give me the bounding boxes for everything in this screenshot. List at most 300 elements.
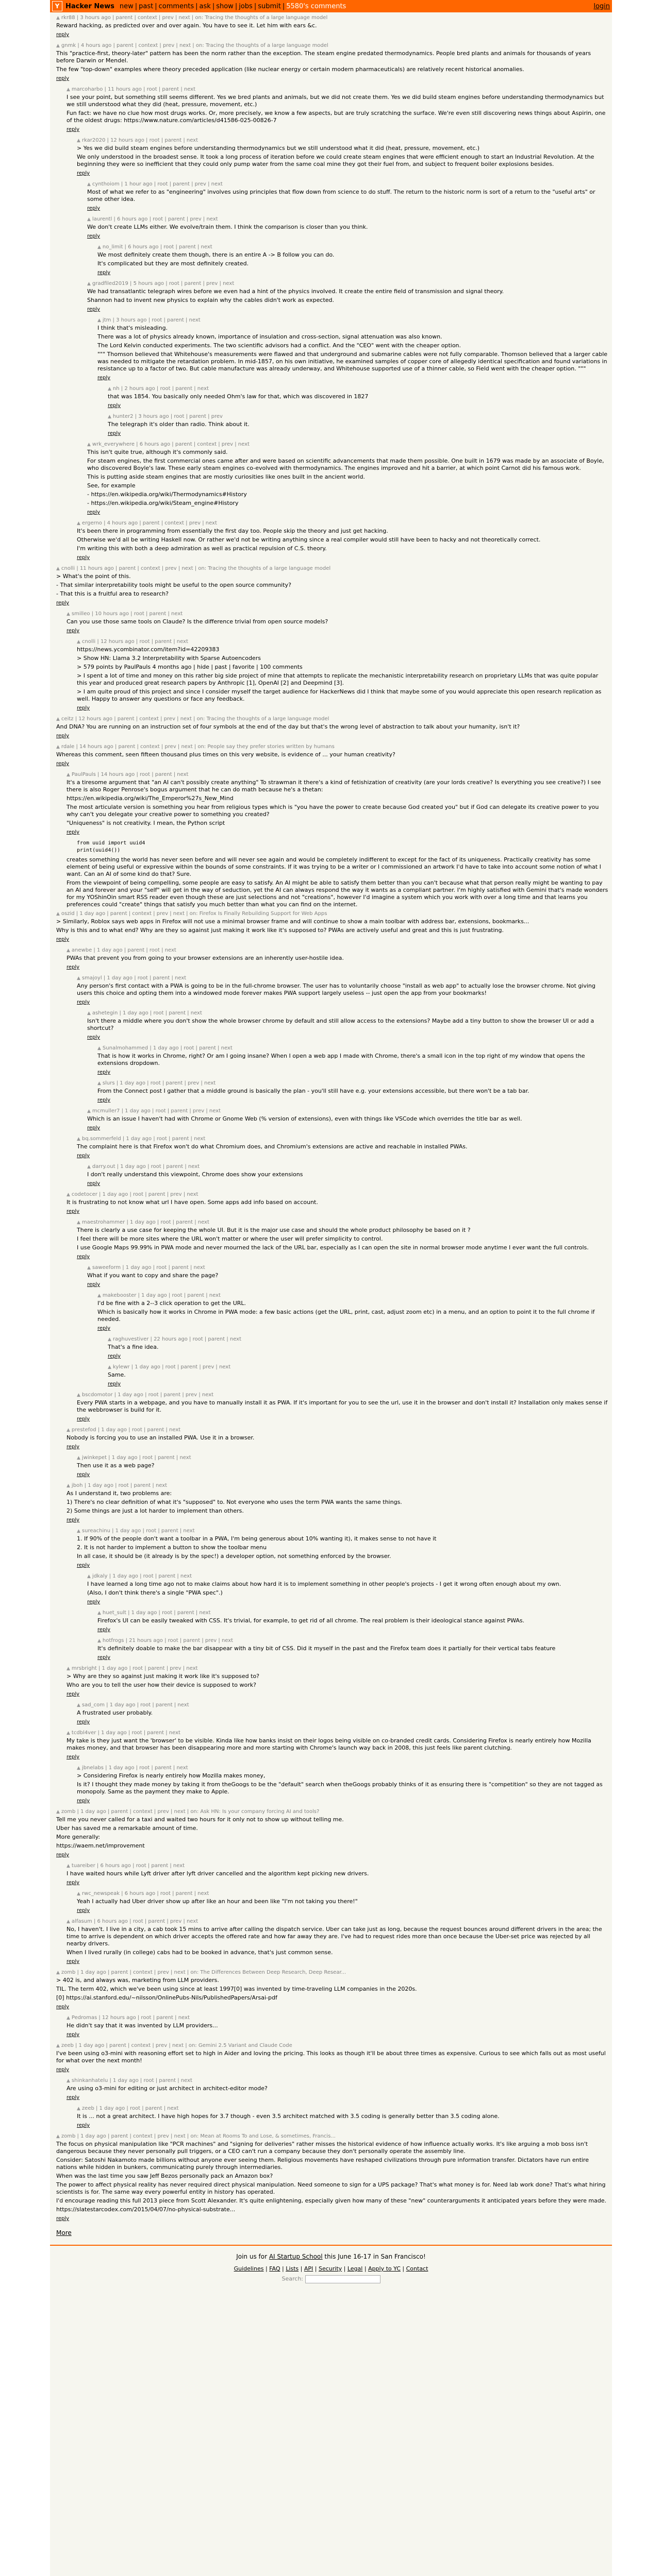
upvote-arrow-icon[interactable]: ▲ [67,1428,70,1433]
reply-link[interactable]: reply [67,2032,80,2038]
upvote-arrow-icon[interactable]: ▲ [97,1638,101,1643]
comment-body [77,1143,609,1150]
comment-head [97,1637,609,1645]
reply-link[interactable]: reply [67,127,80,132]
upvote-arrow-icon[interactable]: ▲ [97,1293,101,1298]
yc-logo-icon[interactable]: Y [52,1,62,11]
reply-link[interactable]: reply [77,1563,90,1568]
comment-meta[interactable]: ergerno | 4 hours ago | parent | context | prev | next [81,520,217,526]
comment-paragraph: creates something the world has never seen before and will never see again and would be completely indifferent to except for the fact of its uniqueness. Practically creativity has some element of being useful or expressive within the bounds of some constraints. If it was trying to be a writer or I commissioned an artwork I'd have to take into account some notion of what I want. Can an AI of some kind do that? Sure. [67,856,601,877]
comment-paragraph: Nobody is forcing you to use an installed PWA. Use it in a browser. [67,1434,255,1441]
comment-paragraph: Reward hacking, as predicted over and over again. You have to see it. Let him with ears &c. [56,22,317,29]
reply-link[interactable]: reply [87,307,101,312]
reply-link[interactable]: reply [56,76,70,81]
comment-paragraph: I'd be fine with a 2--3 click operation to get the URL. [97,1300,246,1307]
comment-head [56,2042,609,2049]
comment-paragraph: Which is an issue I haven't had with Chrome or Gnome Web (% version of extensions), even with things like VSCode which overrides the title bar as well. [87,1115,522,1122]
reply-link[interactable]: reply [87,233,101,239]
comment-paragraph: For steam engines, the first commercial ones came after and were based on scientific advancements that made them possible. One built in 1679 was made by an associate of Boyle, who discovered Boyle's law. These early steam engines co-evolved with thermodynamics. The engines improved and hit a barrier, at which point Carnot did his famous work. [87,457,604,471]
reply-link[interactable]: reply [97,1326,111,1331]
comment [50,1163,609,1189]
comment-meta[interactable]: tuareiber | 6 hours ago | root | parent | next [71,1863,185,1869]
reply-link[interactable]: reply [67,1880,80,1886]
comment-meta[interactable]: jwinkepet | 1 day ago | root | parent | next [81,1455,191,1461]
comment-body [56,1816,609,1850]
comment-meta[interactable]: zeeb | 1 day ago | parent | context | prev | next | on: Gemini 2.5 Variant and Claude Code [61,2043,292,2048]
upvote-arrow-icon[interactable]: ▲ [87,1574,91,1579]
comment-meta[interactable]: jbnelabs | 1 day ago | root | parent | next [81,1765,188,1771]
comment [50,14,609,40]
comment-paragraph: The complaint here is that Firefox won't do what Chromium does, and Chromium's extensions are active and reachable in installed PWAs. [77,1143,468,1150]
comment-meta[interactable]: gnmk | 4 hours ago | parent | context | prev | next | on: Tracing the thoughts of a large language model [61,43,328,48]
upvote-arrow-icon[interactable]: ▲ [108,414,111,419]
comment-paragraph: The telegraph it's older than radio. Think about it. [108,421,250,428]
comment-body [67,2085,609,2092]
footer-apply[interactable]: Apply to YC [368,2265,401,2272]
comment-paragraph: https://waem.net/improvement [56,1842,145,1849]
comment-meta[interactable]: tcdbl4ver | 1 day ago | root | parent | next [71,1730,180,1736]
nav-current-user-comments[interactable]: 5580's comments [286,2,346,10]
upvote-arrow-icon[interactable]: ▲ [97,1046,101,1051]
reply-link[interactable]: reply [56,2067,70,2073]
comment-meta[interactable]: bq.sommerfeld | 1 day ago | root | parent | next [81,1136,206,1142]
footer-lists[interactable]: Lists [286,2265,299,2272]
comment-body [67,2022,609,2029]
comment-paragraph: The power to affect physical reality has never required direct physical manipulation. Need someone to sign for a UPS package? That's what money is for. Need lab work done? That's what hiring scientists is for. The same way every powerful entity in history has operated. [56,2181,606,2195]
comment-head [87,1163,609,1171]
comment-paragraph: 2. It is not harder to implement a button to show the toolbar menu [77,1544,267,1551]
comment-meta[interactable]: sad_com | 1 day ago | root | parent | next [81,1702,189,1708]
comment-meta[interactable]: PaulPauls | 14 hours ago | root | parent | next [71,772,189,777]
comment-meta[interactable]: darry.out | 1 day ago | root | parent | next [92,1164,200,1170]
comment-paragraph: Shannon had to invent new physics to explain why the cables didn't work as expected. [87,297,335,303]
comment-paragraph: We don't create LLMs either. We evolve/train them. I think the comparison is closer than you think. [87,224,368,230]
comment-meta[interactable]: cnolli | 11 hours ago | parent | context | prev | next | on: Tracing the thoughts of a large language model [61,566,331,571]
reply-link[interactable]: reply [77,1908,90,1913]
reply-link[interactable]: reply [56,600,70,606]
comment-head [87,1264,609,1272]
nav-jobs[interactable]: jobs [239,2,253,10]
reply-link[interactable]: reply [67,1444,80,1450]
upvote-arrow-icon[interactable]: ▲ [97,245,101,250]
comment-body [56,751,609,758]
comment-body [108,1344,609,1351]
footer-contact[interactable]: Contact [406,2265,428,2272]
reply-link[interactable]: reply [87,1599,101,1605]
upvote-arrow-icon[interactable]: ▲ [67,1666,70,1671]
comment-head [108,413,609,420]
comment-paragraph: Every PWA starts in a webpage, and you have to manually install it as PWA. If it's important for you to see the url, use it in the browser and don't install it? Installation only makes sense if the webbrowser is build for it. [77,1399,608,1413]
comment-paragraph: When I lived rurally (in college) cabs had to be booked in advance, that's just common sense. [67,1949,333,1956]
upvote-arrow-icon[interactable]: ▲ [77,639,80,645]
comment-paragraph: I don't really understand this viewpoint, Chrome does show your extensions [87,1171,303,1178]
upvote-arrow-icon[interactable]: ▲ [97,318,101,323]
upvote-arrow-icon[interactable]: ▲ [87,1265,91,1270]
upvote-arrow-icon[interactable]: ▲ [97,1081,101,1086]
nav-links: new | past | comments | ask | show | jobs | submit | 5580's comments [119,2,346,10]
reply-link[interactable]: reply [87,510,101,515]
reply-link[interactable]: reply [77,705,90,711]
comment-meta[interactable]: nh | 2 hours ago | root | parent | next [112,386,209,392]
reply-link[interactable]: reply [56,733,70,739]
upvote-arrow-icon[interactable]: ▲ [87,442,91,447]
comment-paragraph: (Also, I don't think there's a single "PWA spec".) [87,1589,223,1596]
comment-meta[interactable]: ceitz | 12 hours ago | parent | context | prev | next | on: Tracing the thoughts of a large language model [61,716,329,722]
footer-api[interactable]: API [304,2265,313,2272]
upvote-arrow-icon[interactable]: ▲ [67,1863,70,1869]
comment-meta[interactable]: no_limit | 6 hours ago | root | parent | next [102,244,212,250]
comment-paragraph: This isn't quite true, although it's commonly said. [87,449,228,455]
comment-paragraph: https://slatestarcodex.com/2015/04/07/no-physical-substrate... [56,2206,236,2213]
comment [50,1808,609,1860]
comment-meta[interactable]: rkr88 | 3 hours ago | parent | context | prev | next | on: Tracing the thoughts of a large language model [61,15,328,21]
comment-meta[interactable]: rdale | 14 hours ago | parent | context | prev | next | on: People say they prefer stories written by humans [61,744,335,750]
comment-meta[interactable]: jboh | 1 day ago | root | parent | next [71,1483,168,1488]
nav-new[interactable]: new [119,2,134,10]
comment-meta[interactable]: smajoyl | 1 day ago | root | parent | next [81,975,187,981]
reply-link[interactable]: reply [77,1416,90,1422]
comment-meta[interactable]: cynthoiom | 1 hour ago | root | parent | prev | next [92,181,223,187]
reply-link[interactable]: reply [97,1070,111,1075]
comment-meta[interactable]: ashetegin | 1 day ago | root | parent | next [92,1010,202,1016]
comment-paragraph: I've been using o3-mini with reasoning effort set to high in Aider and loving the pricing. This looks as though it'll be about three times as expensive. Curious to see which falls out as most useful for what over the next month! [56,2050,606,2064]
comment-paragraph: It's a tiresome argument that "an AI can't possibly create anything" To strawman it there's a kind of fetishization of creativity (are your lords creative? Is everything you see creative?) I see there is also Roger Penrose's bogus argument that he can do math because he's a thetan: [67,779,601,793]
comment-meta[interactable]: zomb | 1 day ago | parent | context | prev | next | on: The Differences Between Deep Research, Deep Resear... [61,1970,346,1975]
comment [50,947,609,973]
upvote-arrow-icon[interactable]: ▲ [56,911,60,917]
comment-head [77,2105,609,2112]
promo-link[interactable]: AI Startup School [269,2253,323,2260]
site-title[interactable]: Hacker News [65,2,114,10]
reply-link[interactable]: reply [56,761,70,767]
comment-meta[interactable]: rwc_newspeak | 6 hours ago | root | parent | next [81,1891,209,1896]
top-bar [50,0,612,12]
upvote-arrow-icon[interactable]: ▲ [108,1337,111,1342]
upvote-arrow-icon[interactable]: ▲ [77,976,80,981]
promo-prefix: Join us for [236,2253,269,2260]
upvote-arrow-icon[interactable]: ▲ [77,1455,80,1461]
upvote-arrow-icon[interactable]: ▲ [87,217,91,222]
reply-link[interactable]: reply [97,270,111,276]
comment-meta[interactable]: hunter2 | 3 hours ago | root | parent | prev [112,414,223,419]
upvote-arrow-icon[interactable]: ▲ [77,138,80,143]
comment [50,385,609,411]
more-link-container [50,2226,612,2240]
upvote-arrow-icon[interactable]: ▲ [77,1891,80,1896]
reply-link[interactable]: reply [87,1181,101,1187]
comment-paragraph: https://en.wikipedia.org/wiki/The_Emperor%27s_New_Mind [67,795,234,802]
comment-head [56,1808,609,1816]
comment-body [67,840,609,854]
upvote-arrow-icon[interactable]: ▲ [56,566,60,571]
comment-paragraph: Consider: Satoshi Nakamoto made billions without anyone ever seeing them. Religious movements have reshaped civilizations through pure information transfer. Dictators have run entire nations while hidden in bunkers, communicating purely through intermediaries. [56,2157,589,2171]
comment-meta[interactable]: smilleo | 10 hours ago | root | parent | next [71,611,183,617]
reply-link[interactable]: reply [67,1959,80,1964]
comment [50,181,609,214]
comment [50,42,609,84]
reply-link[interactable]: reply [77,555,90,561]
reply-link[interactable]: reply [67,829,80,835]
reply-link[interactable]: reply [67,628,80,634]
upvote-arrow-icon[interactable]: ▲ [67,1483,70,1488]
more-link[interactable]: More [56,2229,72,2236]
comment-meta[interactable]: laurentl | 6 hours ago | root | parent | prev | next [92,216,218,222]
reply-link[interactable]: reply [56,2004,70,2010]
comment-meta[interactable]: alfasum | 6 hours ago | root | parent | prev | next [71,1919,198,1924]
comment-meta[interactable]: shinkanhatelu | 1 day ago | root | parent | next [71,2078,192,2083]
reply-link[interactable]: reply [77,1798,90,1804]
reply-link[interactable]: reply [67,1754,80,1760]
comment-meta[interactable]: saweeform | 1 day ago | root | parent | next [92,1265,205,1270]
comment-paragraph: > Considering Firefox is nearly entirely how Mozilla makes money, [77,1772,266,1779]
comment-paragraph: > Show HN: Llama 3.2 Interpretability with Sparse Autoencoders [77,655,261,662]
upvote-arrow-icon[interactable]: ▲ [56,1809,60,1815]
comment [50,280,609,315]
reply-link[interactable]: reply [97,375,111,381]
comment-paragraph: A frustrated user probably. [77,1709,153,1716]
comment-head [77,975,609,982]
comment-paragraph: That is how it works in Chrome, right? Or am I going insane? When I open a web app I made with Chrome, there's a small icon in the top right of my window that opens the extensions dropdown. [97,1053,585,1066]
upvote-arrow-icon[interactable]: ▲ [108,1365,111,1370]
reply-link[interactable]: reply [87,1035,101,1040]
comment-meta[interactable]: wrk_everywhere | 6 hours ago | parent | context | prev | next [92,442,250,447]
comment-paragraph: No, I haven't. I live in a city, a cab took 15 mins to arrive after calling the dispatch service. Uber can take just as long, because the request bounces around different drivers in the area; the time to arrive is dependent on which driver accepts the offered rate and how far away they are. I've had to request rides more than once because the Uber-set price was rejected by all nearby drivers. [67,1926,602,1947]
upvote-arrow-icon[interactable]: ▲ [67,2015,70,2021]
reply-link[interactable]: reply [77,999,90,1005]
upvote-arrow-icon[interactable]: ▲ [67,948,70,953]
reply-link[interactable]: reply [56,1852,70,1858]
reply-link[interactable]: reply [77,1719,90,1725]
comment-head [56,910,609,918]
upvote-arrow-icon[interactable]: ▲ [87,1109,91,1114]
comment-paragraph: We most definitely create them though, there is an entire A -> B follow you can do. [97,251,335,258]
upvote-arrow-icon[interactable]: ▲ [67,2078,70,2083]
reply-link[interactable]: reply [77,2123,90,2128]
footer-legal[interactable]: Legal [347,2265,363,2272]
comment-paragraph: Can you use those same tools on Claude? Is the difference trivial from open source models? [67,618,328,625]
comment [50,1528,609,1571]
upvote-arrow-icon[interactable]: ▲ [87,1164,91,1170]
upvote-arrow-icon[interactable]: ▲ [77,1393,80,1398]
reply-link[interactable]: reply [108,431,121,436]
comment [50,856,609,908]
comment-paragraph: I see your point, but something still seems different. Yes we bred plants and animals, but we did not create them. Yes we did build steam engines before understanding thermodynamics but we still understood what they did (heat, pressure, movement, etc.) [67,94,604,108]
upvote-arrow-icon[interactable]: ▲ [67,1192,70,1197]
nav-show[interactable]: show [216,2,234,10]
comment-head [97,1292,609,1299]
reply-link[interactable]: reply [108,1381,121,1387]
upvote-arrow-icon[interactable]: ▲ [56,2134,60,2139]
reply-link[interactable]: reply [97,1097,111,1103]
reply-link[interactable]: reply [97,1627,111,1633]
reply-link[interactable]: reply [77,1472,90,1478]
comment-head [67,1427,609,1434]
comment [50,244,609,278]
comment-body [97,1300,609,1323]
upvote-arrow-icon[interactable]: ▲ [56,15,60,21]
upvote-arrow-icon[interactable]: ▲ [108,386,111,392]
upvote-arrow-icon[interactable]: ▲ [87,281,91,286]
reply-link[interactable]: reply [77,1153,90,1159]
reply-link[interactable]: reply [97,1655,111,1660]
comment [50,1730,609,1762]
upvote-arrow-icon[interactable]: ▲ [67,1919,70,1924]
upvote-arrow-icon[interactable]: ▲ [77,1766,80,1771]
comment-head [67,947,609,954]
upvote-arrow-icon[interactable]: ▲ [67,87,70,92]
upvote-arrow-icon[interactable]: ▲ [56,744,60,750]
nav-submit[interactable]: submit [258,2,281,10]
reply-link[interactable]: reply [77,171,90,176]
footer-links: Guidelines | FAQ | Lists | API | Security | Legal | Apply to YC | Contact [234,2265,428,2272]
comment-paragraph: - https://en.wikipedia.org/wiki/Steam_engine#History [87,500,239,506]
reply-link[interactable]: reply [108,1353,121,1359]
comment-paragraph: From the viewpoint of being compelling, some people are easy to satisfy. An AI might be able to satisfy them better than you can't because what that person really might be wanting to pay an AI and forever and your "self" will get in the way of seduction, yet the AI can always respond the way it wants as a compliant partner. I'm highly satisfied with Gemini that's made wonders for my YOShinOin smart RSS reader even though these are just selections and not "creations", however I'd imagine a system which you work with over a long time and that learns you preferences could "create" things that satisfy you much better than what you can find on the internet. [67,879,608,908]
reply-link[interactable]: reply [87,206,101,211]
comment-meta[interactable]: cnolli | 12 hours ago | root | parent | next [81,639,188,645]
comment-paragraph: More generally: [56,1834,101,1840]
reply-link[interactable]: reply [67,1691,80,1697]
comment-paragraph: 2) Some things are just a lot harder to implement than others. [67,1507,244,1514]
reply-link[interactable]: reply [77,1254,90,1260]
comment-meta[interactable]: gradfiled2019 | 5 hours ago | root | parent | prev | next [92,281,235,286]
nav-comments[interactable]: comments [158,2,194,10]
comment-body [87,189,609,203]
comment-meta[interactable]: raghuvestiver | 22 hours ago | root | parent | next [112,1336,242,1342]
reply-link[interactable]: reply [108,403,121,409]
footer-security[interactable]: Security [318,2265,342,2272]
comment-head [56,743,609,751]
comment [50,2133,609,2224]
comment-body [87,1171,609,1178]
comment-paragraph: > Similarly, Roblox says web apps in Firefox will not use a minimal browser frame and will continue to show a main toolbar with address bar, extensions, bookmarks... [56,918,529,925]
comment-meta[interactable]: mcmuller7 | 1 day ago | root | parent | prev | next [92,1108,221,1114]
comment-head [67,1191,609,1198]
upvote-arrow-icon[interactable]: ▲ [67,1731,70,1736]
comment-meta[interactable]: codetocer | 1 day ago | root | parent | prev | next [71,1192,198,1197]
comment-meta[interactable]: Pedromas | 12 hours ago | root | parent | next [71,2015,190,2021]
comment-head [87,216,609,223]
comment-head [77,1765,609,1772]
comment-head [67,2077,609,2084]
comment-meta[interactable]: sureachinu | 1 day ago | root | parent | next [81,1528,195,1534]
comment-head [77,1454,609,1462]
comment-meta[interactable]: rkar2020 | 12 hours ago | root | parent | next [81,138,198,143]
reply-link[interactable]: reply [56,32,70,38]
reply-link[interactable]: reply [56,2216,70,2222]
comment-meta[interactable]: jtm | 3 hours ago | root | parent | next [102,317,201,323]
comment [50,910,609,945]
reply-link[interactable]: reply [87,1282,101,1287]
upvote-arrow-icon[interactable]: ▲ [87,1011,91,1016]
comment [50,771,609,838]
comment-paragraph: He didn't say that it was invented by LLM providers... [67,2022,218,2029]
comment [50,1482,609,1526]
comment-paragraph: Most of what we refer to as "engineering" involves using principles that flow down from science to do stuff. The return to the historic norm is sort of a return to the "useful arts" or some other idea. [87,189,595,202]
comment-paragraph: I'd encourage reading this full 2013 piece from Scott Alexander. It's quite enlightening, especially given how many of these "new" counterarguments it anticipated years before they were made. [56,2197,607,2204]
comment [50,1191,609,1217]
comment-meta[interactable]: huet_sult | 1 day ago | root | parent | next [102,1610,211,1616]
comment-meta[interactable]: makebooster | 1 day ago | root | parent | next [102,1293,221,1298]
comment-body [67,1926,609,1956]
upvote-arrow-icon[interactable]: ▲ [77,1220,80,1225]
comment-meta[interactable]: bscdomotor | 1 day ago | root | parent | prev | next [81,1392,214,1398]
reply-link[interactable]: reply [67,1209,80,1214]
upvote-arrow-icon[interactable]: ▲ [67,772,70,777]
code-block: from uuid import uuid4 print(uuid4()) [77,840,145,853]
comment-meta[interactable]: zomb | 1 day ago | parent | context | prev | next | on: Ask HN: Is your company forcing AI and tools? [61,1809,320,1815]
comment-paragraph: There was a lot of physics already known, importance of insulation and cross-section, signal attenuation was also known. [97,333,442,340]
upvote-arrow-icon[interactable]: ▲ [56,43,60,48]
comment-meta[interactable]: marcoharbo | 11 hours ago | root | parent | next [71,87,196,92]
comment [50,1918,609,1967]
comment-head [87,1108,609,1115]
comment-meta[interactable]: slurs | 1 day ago | root | parent | prev | next [102,1080,216,1086]
comment-body [87,1581,609,1597]
upvote-arrow-icon[interactable]: ▲ [56,1970,60,1975]
comment-head [77,1890,609,1897]
upvote-arrow-icon[interactable]: ▲ [77,2106,80,2111]
comment-meta[interactable]: zomb | 1 day ago | parent | context | prev | next | on: Mean at Rooms To and Lose, & sometimes, Francis... [61,2133,336,2139]
upvote-arrow-icon[interactable]: ▲ [77,1529,80,1534]
reply-link[interactable]: reply [56,937,70,942]
comment-paragraph: > I am quite proud of this project and since I consider myself the target audience for HackerNews did I think that maybe some of you would appreciate this open research replication as well. Happy to answer any questions or face any feedback. [77,688,602,702]
upvote-arrow-icon[interactable]: ▲ [56,717,60,722]
page [50,0,612,2576]
upvote-arrow-icon[interactable]: ▲ [77,521,80,526]
comment-body [56,1977,609,2002]
upvote-arrow-icon[interactable]: ▲ [56,2043,60,2048]
comment-body [77,1898,609,1905]
comment [50,1637,609,1663]
upvote-arrow-icon[interactable]: ▲ [97,1611,101,1616]
comment-meta[interactable]: zeeb | 1 day ago | root | parent | next [81,2106,179,2111]
comment-head [67,86,609,93]
comment-paragraph: Isn't there a middle where you don't show the whole browser chrome by default and still allow access to the extensions? Maybe add a tiny button to show the browser UI or add a shortcut? [87,1018,594,1031]
comment-meta[interactable]: Sunalmohammed | 1 day ago | root | parent | next [102,1045,233,1051]
comment-meta[interactable]: maestrohammer | 1 day ago | root | parent | next [81,1219,209,1225]
comment-body [87,1115,609,1123]
comment-paragraph: The focus on physical manipulation like "PCR machines" and "signing for deliveries" rather misses the historical evidence of how influence actually works. It's like arguing a mob boss isn't dangerous because they never personally pull triggers, or a CEO can't run a company because they don't personally operate the assembly line. [56,2141,588,2155]
footer-guidelines[interactable]: Guidelines [234,2265,264,2272]
upvote-arrow-icon[interactable]: ▲ [77,1137,80,1142]
upvote-arrow-icon[interactable]: ▲ [77,1703,80,1708]
comment-meta[interactable]: prestefod | 1 day ago | root | parent | next [71,1427,181,1433]
comment-meta[interactable]: mrsbright | 1 day ago | root | parent | prev | next [71,1666,198,1671]
comment-meta[interactable]: jdkaly | 1 day ago | root | parent | next [92,1573,192,1579]
comment-head [97,317,609,324]
comment-meta[interactable]: hotfrogs | 21 hours ago | root | parent | prev | next [102,1638,234,1643]
nav-ask[interactable]: ask [199,2,211,10]
search-input[interactable] [305,2275,380,2283]
reply-link[interactable]: reply [67,2095,80,2100]
login-link[interactable]: login [593,2,610,10]
comment-meta[interactable]: anewbe | 1 day ago | parent | root | next [71,947,176,953]
upvote-arrow-icon[interactable]: ▲ [67,612,70,617]
comment-meta[interactable]: kylewr | 1 day ago | root | parent | prev | next [112,1364,231,1370]
upvote-arrow-icon[interactable]: ▲ [87,182,91,187]
reply-link[interactable]: reply [67,964,80,970]
reply-link[interactable]: reply [67,1517,80,1523]
reply-link[interactable]: reply [87,1125,101,1131]
comment-meta[interactable]: oszid | 1 day ago | parent | context | prev | next | on: Firefox Is Finally Rebuilding Support for Web Apps [61,911,327,917]
comment-paragraph: that was 1854. You basically only needed Ohm's law for that, which was discovered in 1827 [108,393,369,400]
footer-faq[interactable]: FAQ [269,2265,280,2272]
comment-paragraph: Which is basically how it works in Chrome in PWA mode: a few basic actions (get the URL, print, cast, adjust zoom etc) in a menu, and an option to point it to the full chrome if needed. [97,1309,595,1323]
comment-paragraph: Is it? I thought they made money by taking it from theGoogs to be the "default" search when theGoogs probably thinks of it as ensuring there is "competition" so they are not tagged as monopoly. Same as the payment they make to Apple. [77,1781,603,1795]
nav-past[interactable]: past [139,2,154,10]
comment-paragraph: What if you want to copy and share the page? [87,1272,219,1279]
